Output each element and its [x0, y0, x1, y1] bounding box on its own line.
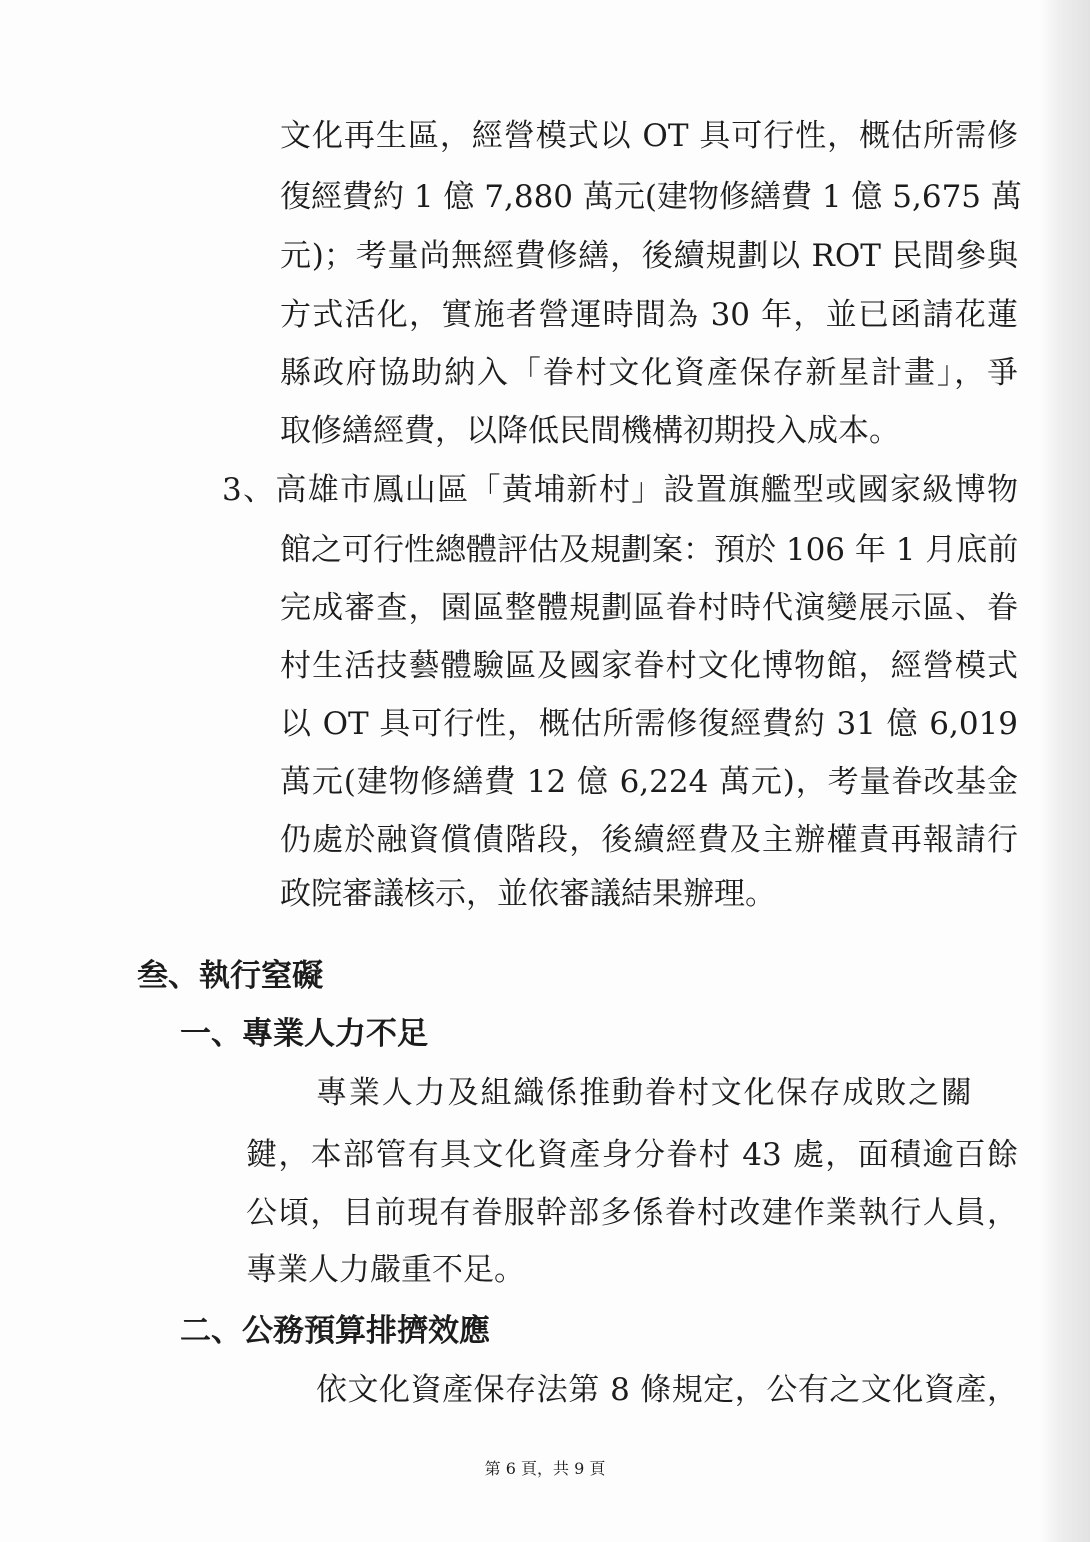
paragraph-line: 復經費約 1 億 7,880 萬元(建物修繕費 1 億 5,675 萬: [280, 179, 1022, 215]
paragraph-line: 以 OT 具可行性，概估所需修復經費約 31 億 6,019: [280, 706, 1018, 742]
subsection-heading: 二、公務預算排擠效應: [180, 1313, 490, 1349]
paragraph-line: 公頃，目前現有眷服幹部多係眷村改建作業執行人員，: [246, 1195, 1018, 1231]
paragraph-line: 完成審查，園區整體規劃區眷村時代演變展示區、眷: [280, 590, 1018, 626]
subsection-heading: 一、專業人力不足: [180, 1016, 428, 1052]
page-edge-shadow: [1040, 0, 1090, 1542]
paragraph-line: 縣政府協助納入「眷村文化資產保存新星計畫」，爭: [280, 355, 1018, 391]
paragraph-line: 取修繕經費，以降低民間機構初期投入成本。: [280, 413, 900, 449]
paragraph-line: 方式活化，實施者營運時間為 30 年，並已函請花蓮: [280, 297, 1018, 333]
paragraph-line: 政院審議核示，並依審議結果辦理。: [280, 876, 776, 912]
paragraph-line: 依文化資產保存法第 8 條規定，公有之文化資產，: [316, 1372, 1018, 1408]
paragraph-line: 萬元(建物修繕費 12 億 6,224 萬元)，考量眷改基金: [280, 764, 1018, 800]
section-heading: 叁、執行窒礙: [137, 958, 323, 994]
paragraph-line: 館之可行性總體評估及規劃案：預於 106 年 1 月底前: [280, 532, 1019, 568]
page-number-footer: 第 6 頁，共 9 頁: [484, 1459, 606, 1478]
list-item-3-first-line: 3、高雄市鳳山區「黃埔新村」設置旗艦型或國家級博物: [222, 472, 1018, 508]
paragraph-line: 仍處於融資償債階段，後續經費及主辦權責再報請行: [280, 822, 1018, 858]
paragraph-line: 專業人力嚴重不足。: [246, 1252, 525, 1288]
paragraph-line: 專業人力及組織係推動眷村文化保存成敗之關: [316, 1075, 972, 1111]
paragraph-line: 村生活技藝體驗區及國家眷村文化博物館，經營模式: [280, 648, 1018, 684]
paragraph-line: 文化再生區，經營模式以 OT 具可行性，概估所需修: [280, 118, 1018, 154]
paragraph-line: 元)；考量尚無經費修繕，後續規劃以 ROT 民間參與: [280, 238, 1018, 274]
paragraph-line: 鍵，本部管有具文化資產身分眷村 43 處，面積逾百餘: [246, 1137, 1018, 1173]
